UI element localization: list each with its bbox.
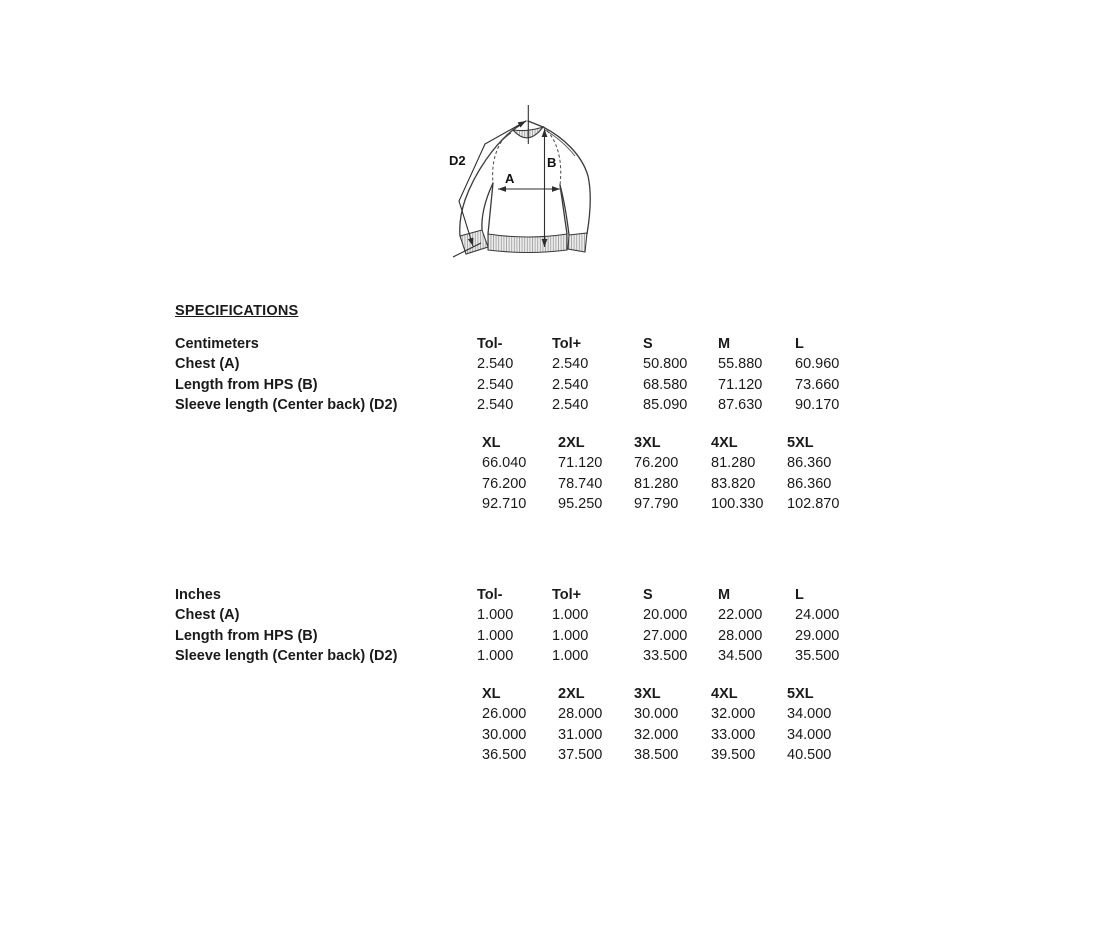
value-cell: 66.040: [482, 455, 527, 472]
value-cell: 36.500: [482, 746, 527, 763]
row-label: Sleeve length (Center back) (D2): [175, 396, 398, 413]
right-cuff: [568, 233, 587, 252]
value-cell: 2.540: [477, 356, 514, 373]
table-row: [482, 453, 863, 473]
dimension-label-a: A: [505, 171, 515, 186]
value-cell: 87.630: [718, 396, 763, 413]
value-cell: 1.000: [477, 607, 514, 624]
column-header: 3XL: [634, 435, 661, 451]
value-cell: 34.000: [787, 726, 832, 743]
value-cell: 1.000: [552, 627, 589, 644]
column-header: 3XL: [634, 686, 661, 702]
row-label: Chest (A): [175, 356, 240, 373]
value-cell: 32.000: [711, 706, 756, 723]
column-header: S: [643, 336, 653, 352]
column-header: L: [795, 336, 804, 352]
value-cell: 2.540: [477, 396, 514, 413]
table-row: [175, 354, 875, 374]
value-cell: 86.360: [787, 455, 832, 472]
hem-band: [488, 234, 567, 253]
row-label: Length from HPS (B): [175, 376, 318, 393]
column-header: 5XL: [787, 435, 814, 451]
garment-diagram: [435, 88, 620, 263]
column-header: 4XL: [711, 686, 738, 702]
value-cell: 1.000: [477, 647, 514, 664]
column-header: 4XL: [711, 435, 738, 451]
value-cell: 68.580: [643, 376, 688, 393]
unit-label: Inches: [175, 587, 221, 603]
specifications-heading: SPECIFICATIONS: [175, 303, 299, 319]
value-cell: 26.000: [482, 706, 527, 723]
value-cell: 85.090: [643, 396, 688, 413]
table-row: [482, 745, 863, 765]
value-cell: 31.000: [558, 726, 603, 743]
column-header: XL: [482, 435, 501, 451]
value-cell: 28.000: [558, 706, 603, 723]
value-cell: 1.000: [552, 607, 589, 624]
value-cell: 97.790: [634, 495, 679, 512]
value-cell: 102.870: [787, 495, 840, 512]
value-cell: 32.000: [634, 726, 679, 743]
value-cell: 60.960: [795, 356, 840, 373]
value-cell: 50.800: [643, 356, 688, 373]
column-header: 2XL: [558, 435, 585, 451]
value-cell: 1.000: [552, 647, 589, 664]
table-row: [482, 494, 863, 514]
value-cell: 78.740: [558, 475, 603, 492]
table-header-row: [175, 585, 875, 605]
row-label: Sleeve length (Center back) (D2): [175, 647, 398, 664]
cm-main-table: [175, 334, 875, 415]
value-cell: 95.250: [558, 495, 603, 512]
value-cell: 27.000: [643, 627, 688, 644]
value-cell: 92.710: [482, 495, 527, 512]
value-cell: 81.280: [634, 475, 679, 492]
value-cell: 20.000: [643, 607, 688, 624]
column-header: 2XL: [558, 686, 585, 702]
value-cell: 40.500: [787, 746, 832, 763]
table-row: [175, 605, 875, 625]
inches-main-table: [175, 585, 875, 666]
value-cell: 33.500: [643, 647, 688, 664]
value-cell: 35.500: [795, 647, 840, 664]
value-cell: 2.540: [552, 356, 589, 373]
cm-extended-table: [482, 433, 863, 514]
table-row: [482, 474, 863, 494]
value-cell: 30.000: [634, 706, 679, 723]
value-cell: 29.000: [795, 627, 840, 644]
table-header-row: [482, 433, 863, 453]
value-cell: 2.540: [552, 396, 589, 413]
inches-extended-table: [482, 684, 863, 765]
table-row: [175, 395, 875, 415]
unit-label: Centimeters: [175, 336, 259, 352]
value-cell: 39.500: [711, 746, 756, 763]
value-cell: 73.660: [795, 376, 840, 393]
value-cell: 38.500: [634, 746, 679, 763]
value-cell: 22.000: [718, 607, 763, 624]
value-cell: 100.330: [711, 495, 764, 512]
column-header: L: [795, 587, 804, 603]
value-cell: 34.500: [718, 647, 763, 664]
table-row: [482, 725, 863, 745]
table-row: [175, 375, 875, 395]
table-header-row: [175, 334, 875, 354]
value-cell: 28.000: [718, 627, 763, 644]
dimension-label-b: B: [547, 155, 557, 170]
column-header: Tol-: [477, 336, 503, 352]
table-row: [482, 704, 863, 724]
value-cell: 2.540: [552, 376, 589, 393]
column-header: M: [718, 587, 731, 603]
value-cell: 55.880: [718, 356, 763, 373]
column-header: S: [643, 587, 653, 603]
value-cell: 83.820: [711, 475, 756, 492]
value-cell: 81.280: [711, 455, 756, 472]
column-header: Tol+: [552, 587, 582, 603]
dimension-label-d2: D2: [449, 153, 466, 168]
value-cell: 33.000: [711, 726, 756, 743]
value-cell: 2.540: [477, 376, 514, 393]
value-cell: 37.500: [558, 746, 603, 763]
value-cell: 76.200: [634, 455, 679, 472]
column-header: Tol-: [477, 587, 503, 603]
value-cell: 76.200: [482, 475, 527, 492]
sweatshirt-body-fill: [460, 127, 590, 236]
column-header: M: [718, 336, 731, 352]
table-row: [175, 646, 875, 666]
value-cell: 71.120: [718, 376, 763, 393]
value-cell: 1.000: [477, 627, 514, 644]
value-cell: 71.120: [558, 455, 603, 472]
row-label: Length from HPS (B): [175, 627, 318, 644]
row-label: Chest (A): [175, 607, 240, 624]
column-header: XL: [482, 686, 501, 702]
table-row: [175, 626, 875, 646]
value-cell: 86.360: [787, 475, 832, 492]
column-header: 5XL: [787, 686, 814, 702]
table-header-row: [482, 684, 863, 704]
value-cell: 34.000: [787, 706, 832, 723]
column-header: Tol+: [552, 336, 582, 352]
value-cell: 90.170: [795, 396, 840, 413]
value-cell: 24.000: [795, 607, 840, 624]
value-cell: 30.000: [482, 726, 527, 743]
